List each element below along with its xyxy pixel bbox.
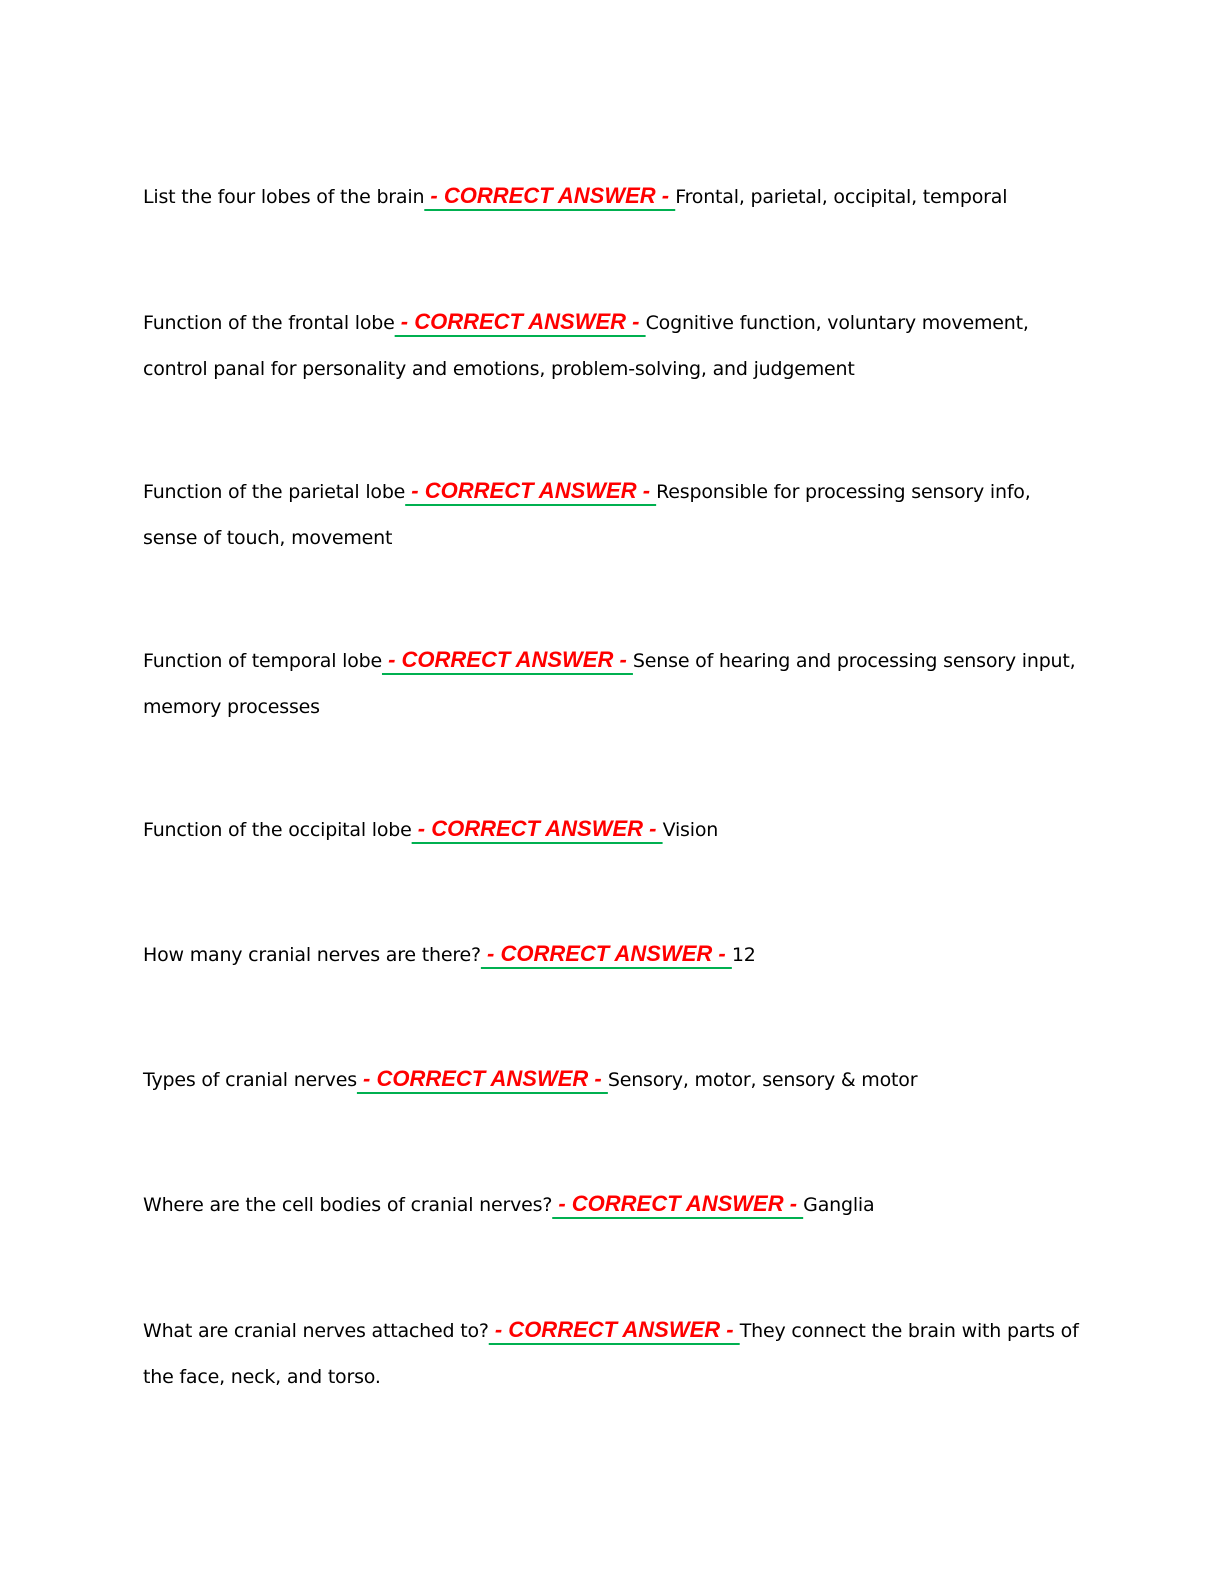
correct-answer-marker: - CORRECT ANSWER - bbox=[356, 1066, 608, 1091]
correct-answer-marker: - CORRECT ANSWER - bbox=[405, 478, 657, 503]
answer-text: Responsible for processing sensory info, sense of touch, movement bbox=[143, 481, 1031, 549]
qa-item bbox=[143, 931, 1083, 978]
question-text: Function of the occipital lobe bbox=[143, 819, 412, 841]
qa-item bbox=[143, 173, 1083, 220]
question-text: Types of cranial nerves bbox=[143, 1069, 357, 1091]
qa-item bbox=[143, 806, 1083, 853]
answer-text: Sense of hearing and processing sensory input, memory processes bbox=[143, 650, 1076, 718]
answer-text: Vision bbox=[662, 819, 719, 841]
answer-text: Sensory, motor, sensory & motor bbox=[607, 1069, 918, 1091]
answer-text: Frontal, parietal, occipital, temporal bbox=[675, 186, 1008, 208]
answer-text: 12 bbox=[731, 944, 756, 966]
correct-answer-marker: - CORRECT ANSWER - bbox=[552, 1191, 804, 1216]
qa-item bbox=[143, 299, 1083, 392]
answer-text: Ganglia bbox=[803, 1194, 875, 1216]
correct-answer-marker: - CORRECT ANSWER - bbox=[381, 647, 633, 672]
question-text: Function of temporal lobe bbox=[143, 650, 382, 672]
question-text: How many cranial nerves are there? bbox=[143, 944, 481, 966]
correct-answer-marker: - CORRECT ANSWER - bbox=[424, 183, 676, 208]
qa-item bbox=[143, 637, 1083, 730]
question-text: List the four lobes of the brain bbox=[143, 186, 425, 208]
qa-item bbox=[143, 468, 1083, 561]
answer-text: They connect the brain with parts of the face, neck, and torso. bbox=[143, 1320, 1079, 1388]
qa-item bbox=[143, 1307, 1083, 1400]
correct-answer-marker: - CORRECT ANSWER - bbox=[480, 941, 732, 966]
correct-answer-marker: - CORRECT ANSWER - bbox=[488, 1317, 740, 1342]
qa-item bbox=[143, 1056, 1083, 1103]
correct-answer-marker: - CORRECT ANSWER - bbox=[411, 816, 663, 841]
correct-answer-marker: - CORRECT ANSWER - bbox=[394, 309, 646, 334]
answer-text: Cognitive function, voluntary movement, control panal for personality and emotions, problem-solving, and judgement bbox=[143, 312, 1029, 380]
question-text: What are cranial nerves attached to? bbox=[143, 1320, 489, 1342]
question-text: Where are the cell bodies of cranial nerves? bbox=[143, 1194, 553, 1216]
qa-item bbox=[143, 1181, 1083, 1228]
question-text: Function of the parietal lobe bbox=[143, 481, 406, 503]
question-text: Function of the frontal lobe bbox=[143, 312, 395, 334]
